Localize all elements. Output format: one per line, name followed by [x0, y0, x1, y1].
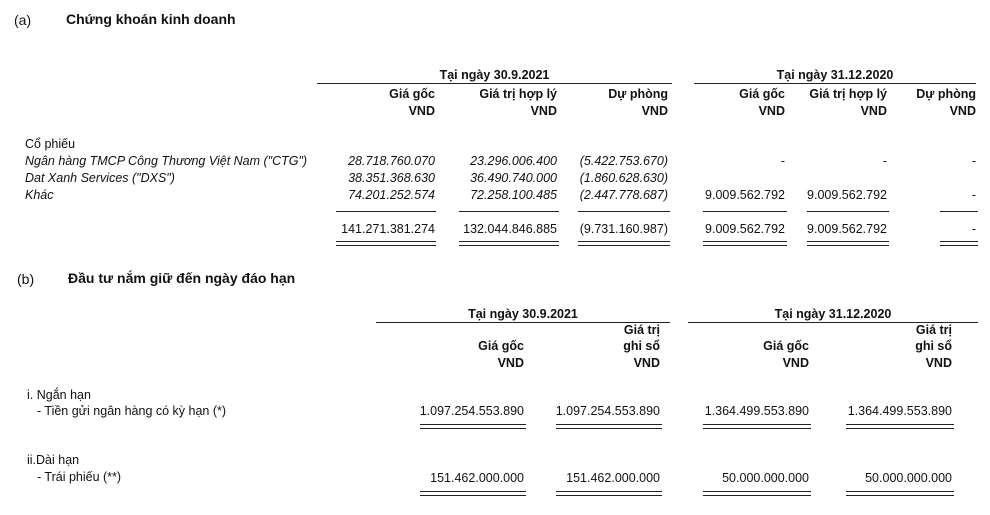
- col-unit: VND: [782, 356, 809, 370]
- col-header: ghi sổ: [915, 339, 952, 353]
- col-unit: VND: [641, 104, 668, 118]
- total-double-rule: [459, 241, 559, 246]
- cell: 1.364.499.553.890: [704, 404, 809, 418]
- cell: 50.000.000.000: [865, 471, 952, 485]
- cell: 50.000.000.000: [722, 471, 809, 485]
- cell: 38.351.368.630: [348, 171, 435, 185]
- col-header: Dự phòng: [916, 87, 976, 101]
- col-header: Giá gốc: [739, 87, 785, 101]
- cell: 9.009.562.792: [807, 188, 887, 202]
- subtotal-rule: [940, 211, 978, 212]
- cell: 74.201.252.574: [348, 188, 435, 202]
- double-rule: [846, 491, 954, 496]
- cell: 1.097.254.553.890: [555, 404, 660, 418]
- col-header-top: Giá trị: [623, 323, 660, 337]
- col-header: Giá gốc: [478, 339, 524, 353]
- total-double-rule: [578, 241, 670, 246]
- double-rule: [556, 491, 662, 496]
- cell: (2.447.778.687): [579, 188, 668, 202]
- cell: 28.718.760.070: [348, 154, 435, 168]
- section-a-period-2-rule: [694, 83, 976, 84]
- section-a-period-2: Tại ngày 31.12.2020: [776, 68, 894, 82]
- col-unit: VND: [860, 104, 887, 118]
- total-cell: 132.044.846.885: [463, 222, 557, 236]
- row-label: Ngân hàng TMCP Công Thương Việt Nam ("CTG"): [25, 154, 308, 168]
- cell: (1.860.628.630): [579, 171, 668, 185]
- double-rule: [703, 491, 811, 496]
- col-header: ghi sổ: [623, 339, 660, 353]
- cell: 151.462.000.000: [566, 471, 660, 485]
- col-unit: VND: [758, 104, 785, 118]
- total-cell: (9.731.160.987): [579, 222, 668, 236]
- double-rule: [846, 424, 954, 429]
- cell: 1.097.254.553.890: [419, 404, 524, 418]
- cell: 36.490.740.000: [470, 171, 557, 185]
- section-a-letter: (a): [14, 12, 32, 28]
- total-double-rule: [940, 241, 978, 246]
- total-double-rule: [703, 241, 787, 246]
- total-double-rule: [807, 241, 889, 246]
- col-header: Giá trị hợp lý: [479, 87, 557, 101]
- short-term-label: i. Ngắn hạn: [27, 388, 91, 402]
- total-double-rule: [336, 241, 436, 246]
- double-rule: [420, 491, 526, 496]
- col-unit: VND: [949, 104, 976, 118]
- col-header: Giá gốc: [763, 339, 809, 353]
- total-cell: 9.009.562.792: [807, 222, 887, 236]
- cell: 23.296.006.400: [470, 154, 557, 168]
- col-header: Giá trị hợp lý: [809, 87, 887, 101]
- row-label: Khác: [25, 188, 54, 202]
- subtotal-rule: [578, 211, 670, 212]
- cell: -: [971, 188, 976, 202]
- cell: (5.422.753.670): [579, 154, 668, 168]
- total-cell: 9.009.562.792: [705, 222, 785, 236]
- subtotal-rule: [459, 211, 559, 212]
- col-unit: VND: [633, 356, 660, 370]
- section-b-title: Đầu tư nắm giữ đến ngày đáo hạn: [68, 270, 296, 286]
- section-a-title: Chứng khoán kinh doanh: [66, 11, 236, 27]
- col-header: Giá gốc: [389, 87, 435, 101]
- cell: 1.364.499.553.890: [847, 404, 952, 418]
- col-unit: VND: [925, 356, 952, 370]
- cell: -: [882, 154, 887, 168]
- section-a-period-1-rule: [317, 83, 672, 84]
- double-rule: [556, 424, 662, 429]
- long-term-label: ii.Dài hạn: [27, 453, 80, 467]
- cell: 9.009.562.792: [705, 188, 785, 202]
- section-b-period-1: Tại ngày 30.9.2021: [468, 307, 578, 321]
- total-cell: -: [971, 222, 976, 236]
- col-header: Dự phòng: [608, 87, 668, 101]
- cell: 72.258.100.485: [470, 188, 557, 202]
- subtotal-rule: [336, 211, 436, 212]
- row-label: - Trái phiếu (**): [37, 470, 122, 484]
- total-cell: 141.271.381.274: [341, 222, 435, 236]
- cell: -: [971, 154, 976, 168]
- col-unit: VND: [408, 104, 435, 118]
- row-label: Dat Xanh Services ("DXS"): [25, 171, 175, 185]
- double-rule: [420, 424, 526, 429]
- section-b-letter: (b): [17, 271, 35, 287]
- section-b-period-2: Tại ngày 31.12.2020: [774, 307, 892, 321]
- group-label: Cổ phiếu: [25, 137, 76, 151]
- col-unit: VND: [530, 104, 557, 118]
- col-unit: VND: [497, 356, 524, 370]
- double-rule: [703, 424, 811, 429]
- row-label: - Tiền gửi ngân hàng có kỳ hạn (*): [37, 404, 227, 418]
- section-a-period-1: Tại ngày 30.9.2021: [439, 68, 550, 82]
- subtotal-rule: [807, 211, 889, 212]
- col-header-top: Giá trị: [915, 323, 952, 337]
- cell: 151.462.000.000: [430, 471, 524, 485]
- subtotal-rule: [703, 211, 787, 212]
- cell: -: [780, 154, 785, 168]
